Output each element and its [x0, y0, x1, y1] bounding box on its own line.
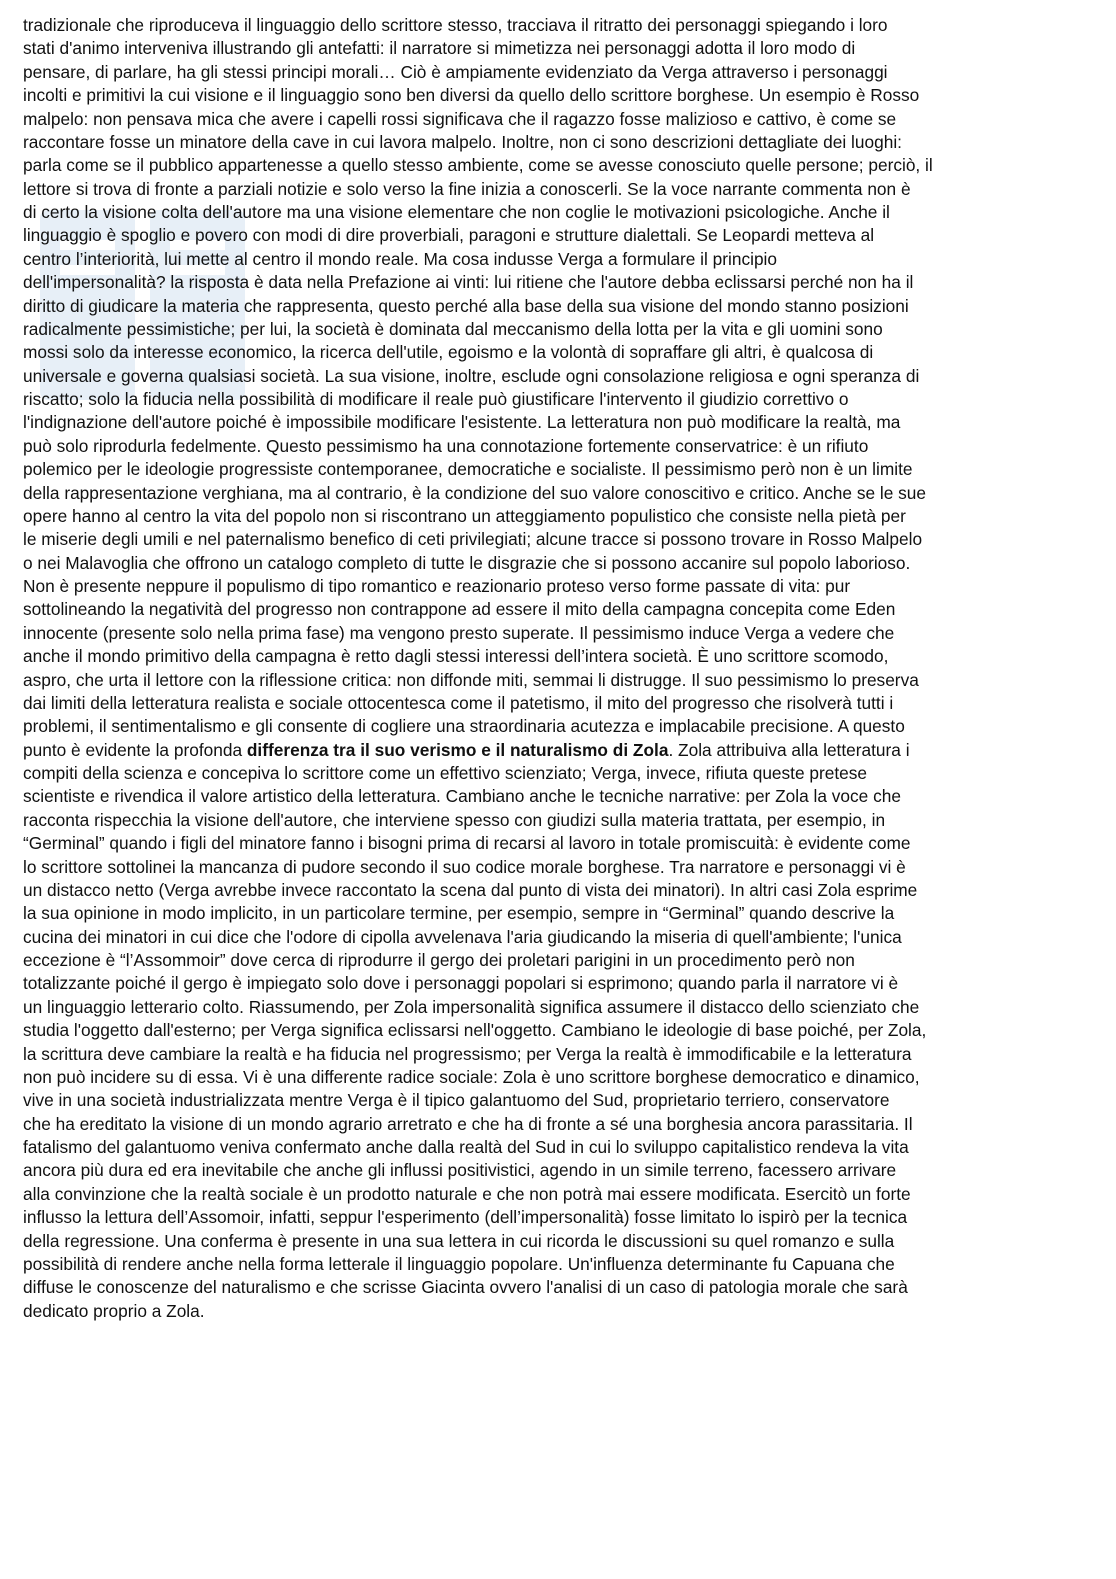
text-line: possibilità di rendere anche nella forma letterale il linguaggio popolare. Un'influenza determinante fu Capuana che: [23, 1253, 895, 1274]
text-line: non può incidere su di essa. Vi è una differente radice sociale: Zola è uno scrittore borghese democratico e dinamico,: [23, 1066, 920, 1087]
text-line: malpelo: non pensava mica che avere i capelli rossi significava che il ragazzo fosse malizioso e cattivo, è come se: [23, 108, 897, 129]
text-line: ancora più dura ed era inevitabile che anche gli influssi positivistici, agendo in un simile terreno, facessero arrivare: [23, 1160, 897, 1181]
document-body: [23, 14, 1095, 1323]
text-line: totalizzante poiché il gergo è impiegato solo dove i personaggi popolari si esprimono; quando parla il narratore vi è: [23, 973, 899, 994]
text-line: o nei Malavoglia che offrono un catalogo completo di tutte le disgrazie che si possono accanire sul popolo laborioso.: [23, 552, 911, 573]
bold-text-segment: differenza tra il suo verismo e il naturalismo di Zola: [246, 739, 669, 760]
text-line: linguaggio è spoglio e povero con modi di dire proverbiali, paragoni e strutture dialettali. Se Leopardi metteva al: [23, 225, 875, 246]
text-line: tradizionale che riproduceva il linguaggio dello scrittore stesso, tracciava il ritratto dei personaggi spiegando i loro: [23, 15, 888, 35]
text-line: lo scrittore sottolinei la mancanza di pudore secondo il suo codice morale borghese. Tra narratore e personaggi vi è: [23, 856, 906, 877]
text-line: opere hanno al centro la vita del popolo non si riscontrano un atteggiamento populistico che consiste nella pietà per: [23, 505, 906, 526]
text-line: anche il mondo primitivo della campagna è retto dagli stessi interessi dell’intera società. È uno scrittore scomodo,: [23, 646, 889, 667]
text-line: lettore si trova di fronte a parziali notizie e solo verso la fine inizia a conoscerli. Se la voce narrante commenta non è: [23, 178, 911, 199]
text-line: pensare, di parlare, ha gli stessi principi morali… Ciò è ampiamente evidenziato da Verga attraverso i personaggi: [23, 61, 888, 82]
text-line: della rappresentazione verghiana, ma al contrario, è la condizione del suo valore conoscitivo e critico. Anche se le sue: [23, 482, 926, 503]
text-line: fatalismo del galantuomo veniva confermato anche dalla realtà del Sud in cui lo sviluppo capitalistico rendeva la vita: [23, 1137, 909, 1157]
text-line: “Germinal” quando i figli del minatore fanno i bisogni prima di recarsi al lavoro in totale promiscuità: è evidente come: [23, 833, 911, 854]
text-line: [23, 739, 1095, 762]
text-line: della regressione. Una conferma è presente in una sua lettera in cui ricorda le discussioni su quel romanzo e sulla: [23, 1230, 895, 1251]
text-line: sottolineando la negatività del progresso non contrappone ad essere il mito della campagna concepita come Eden: [23, 599, 896, 620]
text-line: scientiste e rivendica il valore artistico della letteratura. Cambiano anche le tecniche narrative: per Zola la voce che: [23, 786, 901, 807]
text-line: parla come se il pubblico appartenesse a quello stesso ambiente, come se avesse conosciuto quelle persone; perciò, il: [23, 155, 933, 176]
text-line: raccontare fosse un minatore della cave in cui lavora malpelo. Inoltre, non ci sono descrizioni dettagliate dei luoghi:: [23, 131, 902, 152]
text-line: aspro, che urta il lettore con la riflessione critica: non diffonde miti, semmai li distrugge. Il suo pessimismo lo preserva: [23, 669, 919, 690]
text-line: dai limiti della letteratura realista e sociale ottocentesca come il patetismo, il mito del progresso che risolverà tutti i: [23, 692, 894, 713]
text-line: compiti della scienza e concepiva lo scrittore come un effettivo scienziato; Verga, invece, rifiuta queste pretese: [23, 763, 868, 783]
text-line: centro l’interiorità, lui mette al centro il mondo reale. Ma cosa indusse Verga a formulare il principio: [23, 248, 778, 269]
text-line: mossi solo da interesse economico, la ricerca dell'utile, egoismo e la volontà di sopraffare gli altri, è qualcosa di: [23, 342, 874, 363]
text-line: diffuse le conoscenze del naturalismo e che scrisse Giacinta ovvero l'analisi di un caso di patologia morale che sarà: [23, 1277, 908, 1298]
text-line: Non è presente neppure il populismo di tipo romantico e reazionario proteso verso forme passate di vita: pur: [23, 576, 851, 596]
text-line: un distacco netto (Verga avrebbe invece raccontato la scena dal punto di vista dei minatori). In altri casi Zola esprime: [23, 879, 918, 900]
text-segment: . Zola attribuiva alla letteratura i: [668, 739, 910, 760]
text-line: la sua opinione in modo implicito, in un particolare termine, per esempio, sempre in “Germinal” quando descrive la: [23, 903, 895, 924]
text-line: polemico per le ideologie progressiste contemporanee, democratiche e socialiste. Il pessimismo però non è un limite: [23, 459, 913, 480]
text-line: stati d'animo interveniva illustrando gli antefatti: il narratore si mimetizza nei personaggi adotta il loro modo di: [23, 38, 856, 59]
text-line: di certo la visione colta dell'autore ma una visione elementare che non coglie le motivazioni psicologiche. Anche il: [23, 202, 890, 222]
text-line: eccezione è “l’Assommoir” dove cerca di riprodurre il gergo dei proletari parigini in un procedimento però non: [23, 950, 855, 970]
text-line: la scrittura deve cambiare la realtà e ha fiducia nel progressismo; per Verga la realtà è immodificabile e la letteratura: [23, 1043, 912, 1064]
text-line: dedicato proprio a Zola.: [23, 1300, 205, 1321]
text-line: riscatto; solo la fiducia nella possibilità di modificare il reale può giustificare l'intervento il giudizio correttivo o: [23, 389, 849, 409]
text-line: le miserie degli umili e nel paternalismo benefico di ceti privilegiati; alcune tracce si possono trovare in Rosso Malpelo: [23, 529, 923, 550]
text-line: l'indignazione dell'autore poiché è impossibile modificare l'esistente. La letteratura non può modificare la realtà, ma: [23, 412, 901, 433]
text-line: radicalmente pessimistiche; per lui, la società è dominata dal meccanismo della lotta per la vita e gli uomini sono: [23, 318, 883, 339]
text-line: incolti e primitivi la cui visione e il linguaggio sono ben diversi da quello dello scrittore borghese. Un esempio è Rosso: [23, 85, 920, 106]
text-line: diritto di giudicare la materia che rappresenta, questo perché alla base della sua visione del mondo stanno posizioni: [23, 295, 909, 316]
text-line: può solo riprodurla fedelmente. Questo pessimismo ha una connotazione fortemente conservatrice: è un rifiuto: [23, 435, 869, 456]
text-line: che ha ereditato la visione di un mondo agrario arretrato e che ha di fronte a sé una borghesia ancora parassitaria. Il: [23, 1113, 913, 1134]
text-line: un linguaggio letterario colto. Riassumendo, per Zola impersonalità significa assumere il distacco dello scienziato che: [23, 996, 920, 1017]
text-line: influsso la lettura dell’Assomoir, infatti, seppur l'esperimento (dell’impersonalità) fosse limitato lo ispirò per la tecnica: [23, 1207, 908, 1228]
text-line: alla convinzione che la realtà sociale è un prodotto naturale e che non potrà mai essere modificata. Esercitò un forte: [23, 1183, 911, 1204]
text-line: innocente (presente solo nella prima fase) ma vengono presto superate. Il pessimismo induce Verga a vedere che: [23, 622, 895, 643]
text-line: universale e governa qualsiasi società. La sua visione, inoltre, esclude ogni consolazione religiosa e ogni speranza di: [23, 365, 920, 386]
text-line: problemi, il sentimentalismo e gli consente di cogliere una straordinaria acutezza e implacabile precisione. A questo: [23, 716, 905, 737]
text-line: cucina dei minatori in cui dice che l'odore di cipolla avvelenava l'aria giudicando la miseria di quell'ambiente; l'unica: [23, 926, 902, 947]
text-line: studia l'oggetto dall'esterno; per Verga significa eclissarsi nell'oggetto. Cambiano le ideologie di base poiché, per Zola,: [23, 1020, 927, 1041]
text-line: vive in una società industrializzata mentre Verga è il tipico galantuomo del Sud, proprietario terriero, conservatore: [23, 1090, 890, 1111]
text-line: racconta rispecchia la visione dell'autore, che interviene spesso con giudizi sulla materia trattata, per esempio, in: [23, 809, 886, 830]
text-line: dell'impersonalità? la risposta è data nella Prefazione ai vinti: lui ritiene che l'autore debba eclissarsi perché non ha il: [23, 272, 914, 293]
text-segment: punto è evidente la profonda: [23, 739, 247, 760]
